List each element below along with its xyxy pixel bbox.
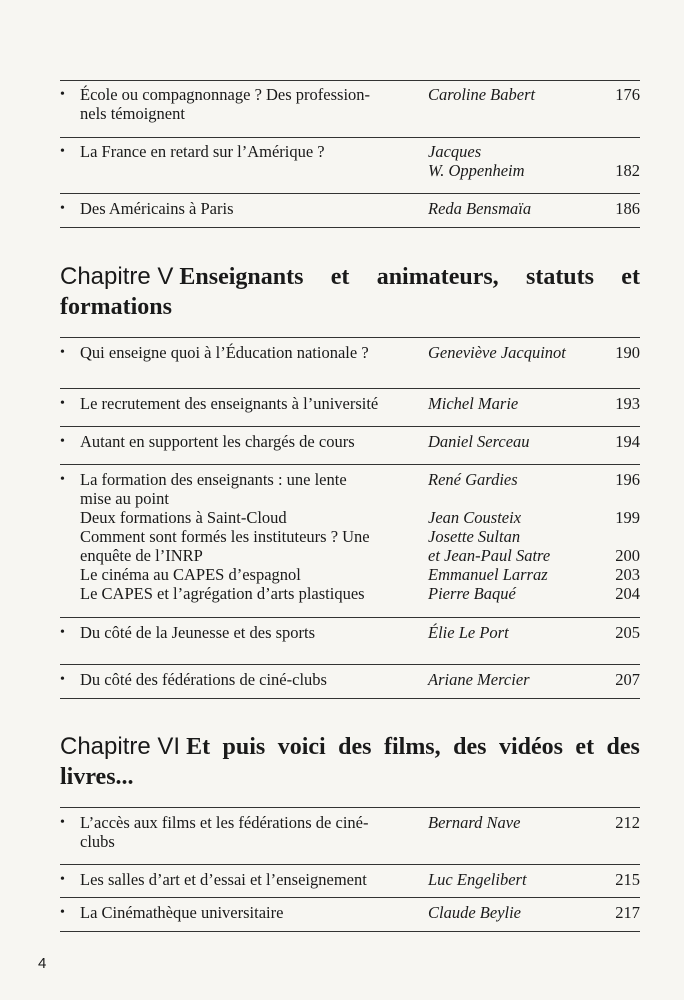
bullet: • [60, 672, 65, 687]
entry-title: Le recrutement des enseignants à l’université [80, 394, 379, 413]
bullet: • [60, 625, 65, 640]
entry-author: Geneviève Jacquinot [428, 343, 566, 362]
entry-title: Les salles d’art et d’essai et l’enseignement [80, 870, 367, 889]
rule [60, 337, 640, 338]
chapter-title-word: et [330, 264, 350, 290]
chapter-title-word: et [575, 734, 595, 760]
sub-entry-author: Emmanuel Larraz [428, 565, 548, 584]
entry-title: La Cinémathèque universitaire [80, 903, 284, 922]
sub-entry-page: 199 [615, 508, 640, 527]
bullet: • [60, 815, 65, 830]
rule [60, 227, 640, 228]
entry-author: René Gardies [428, 470, 518, 489]
entry-page: 182 [615, 161, 640, 180]
entry-title-cont: nels témoignent [80, 104, 185, 123]
entry-page: 194 [615, 432, 640, 451]
chapter-title-word: Et [186, 734, 211, 760]
rule [60, 426, 640, 427]
chapter-heading [60, 262, 640, 320]
chapter-title-word: Enseignants [179, 264, 304, 290]
entry-author: Jacques [428, 142, 482, 161]
rule [60, 698, 640, 699]
sub-entry-title: enquête de l’INRP [80, 546, 203, 565]
rule [60, 464, 640, 465]
rule [60, 193, 640, 194]
entry-page: 186 [615, 199, 640, 218]
rule [60, 864, 640, 865]
entry-author: Reda Bensmaïa [428, 199, 532, 218]
chapter-label: Chapitre VI [60, 733, 181, 760]
chapter-title-word: des [453, 734, 487, 760]
entry-title-cont: clubs [80, 832, 115, 851]
rule [60, 137, 640, 138]
entry-title: École ou compagnonnage ? Des profession- [80, 85, 371, 104]
sub-entry-title: Le CAPES et l’agrégation d’arts plastiques [80, 584, 365, 603]
entry-page: 176 [615, 85, 640, 104]
rule [60, 931, 640, 932]
rule [60, 807, 640, 808]
bullet: • [60, 144, 65, 159]
bullet: • [60, 905, 65, 920]
chapter-title-word: vidéos [498, 734, 563, 760]
entry-page: 196 [615, 470, 640, 489]
sub-entry-page: 200 [615, 546, 640, 565]
entry-title: Du côté des fédérations de ciné-clubs [80, 670, 327, 689]
entry-title: La formation des enseignants : une lente [80, 470, 347, 489]
bullet: • [60, 396, 65, 411]
chapter-title-word: animateurs, [376, 264, 499, 290]
bullet: • [60, 87, 65, 102]
chapter-title-word: statuts [525, 264, 594, 290]
entry-title: La France en retard sur l’Amérique ? [80, 142, 325, 161]
bullet: • [60, 201, 65, 216]
sub-entry-title: Le cinéma au CAPES d’espagnol [80, 565, 301, 584]
sub-entry-page: 204 [615, 584, 640, 603]
chapter-title-word: puis [222, 734, 266, 760]
entry-page: 217 [615, 903, 640, 922]
sub-entry-author: Josette Sultan [428, 527, 521, 546]
sub-entry-author: Jean Cousteix [428, 508, 522, 527]
bullet: • [60, 472, 65, 487]
entry-page: 193 [615, 394, 640, 413]
entry-author: Élie Le Port [428, 623, 509, 642]
bullet: • [60, 434, 65, 449]
entry-author-cont: W. Oppenheim [428, 161, 525, 180]
sub-entry-author: et Jean-Paul Satre [428, 546, 551, 565]
entry-author: Michel Marie [428, 394, 519, 413]
sub-entry-author: Pierre Baqué [428, 584, 516, 603]
chapter-title-word: des [338, 734, 372, 760]
entry-title: Des Américains à Paris [80, 199, 234, 218]
rule [60, 617, 640, 618]
entry-title: Autant en supportent les chargés de cours [80, 432, 355, 451]
chapter-heading [60, 732, 640, 790]
entry-author: Caroline Babert [428, 85, 536, 104]
entry-author: Claude Beylie [428, 903, 522, 922]
chapter-title-word: et [621, 264, 640, 290]
entry-page: 212 [615, 813, 640, 832]
rule [60, 897, 640, 898]
entry-page: 215 [615, 870, 640, 889]
rule [60, 80, 640, 81]
chapter-title-cont: livres... [60, 764, 134, 790]
chapter-title-word: films, [383, 734, 441, 760]
chapter-title-cont: formations [60, 294, 172, 320]
entry-page: 190 [615, 343, 640, 362]
entry-author: Ariane Mercier [428, 670, 530, 689]
entry-author: Luc Engelibert [428, 870, 527, 889]
entry-page: 207 [615, 670, 640, 689]
sub-entry-page: 203 [615, 565, 640, 584]
entry-title: Qui enseigne quoi à l’Éducation nationale ? [80, 343, 369, 362]
rule [60, 664, 640, 665]
page-number: 4 [38, 955, 47, 972]
rule [60, 388, 640, 389]
bullet: • [60, 872, 65, 887]
entry-author: Bernard Nave [428, 813, 521, 832]
bullet: • [60, 345, 65, 360]
entry-title: L’accès aux films et les fédérations de ciné- [80, 813, 369, 832]
entry-page: 205 [615, 623, 640, 642]
chapter-title-word: voici [277, 734, 326, 760]
sub-entry-title: Comment sont formés les instituteurs ? Une [80, 527, 370, 546]
chapter-title-word: des [606, 734, 640, 760]
entry-title: Du côté de la Jeunesse et des sports [80, 623, 316, 642]
entry-title-cont: mise au point [80, 489, 169, 508]
sub-entry-title: Deux formations à Saint-Cloud [80, 508, 287, 527]
chapter-label: Chapitre V [60, 263, 174, 290]
entry-author: Daniel Serceau [428, 432, 530, 451]
